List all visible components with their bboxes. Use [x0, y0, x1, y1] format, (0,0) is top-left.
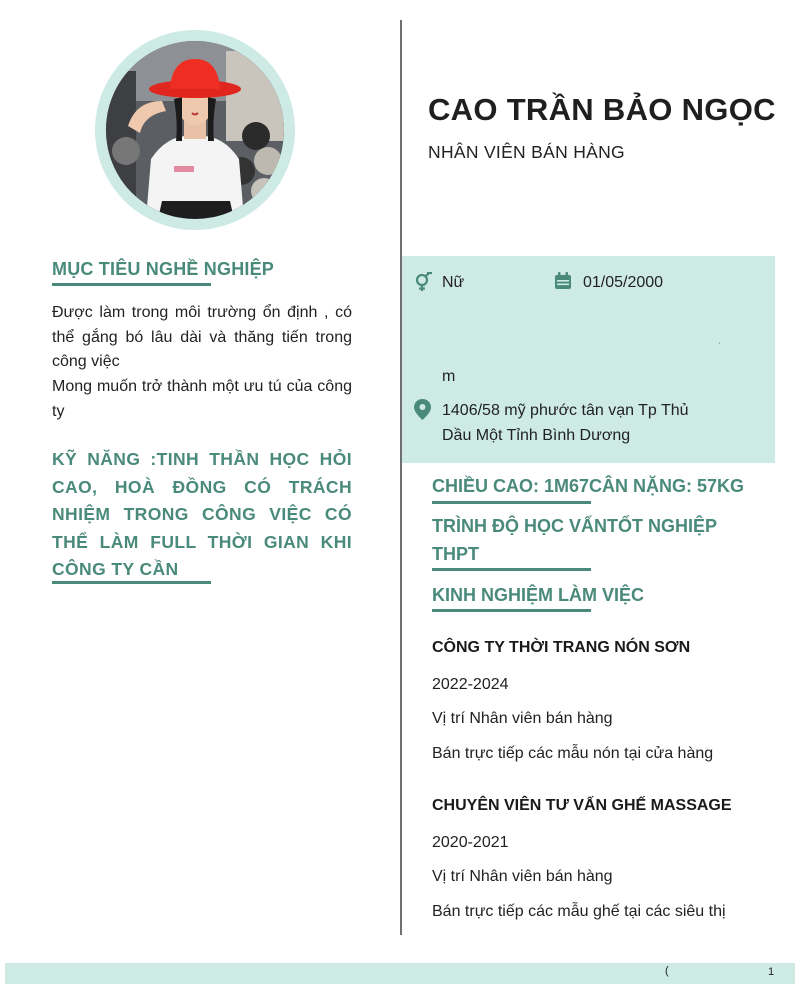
info-line-m: m [442, 368, 456, 385]
height-weight-underline [432, 501, 591, 504]
location-pin-icon [414, 399, 431, 425]
objective-text-2: Mong muốn trở thành một ưu tú của công ty [52, 378, 352, 420]
avatar-frame [95, 30, 295, 230]
objective-text-1: Được làm trong môi trường ổn định , có thể gắng bó lâu dài và thăng tiến trong công việc [52, 304, 352, 370]
experience-underline [432, 609, 591, 612]
column-divider [400, 20, 402, 935]
candidate-name: CAO TRẦN BẢO NGỌC [428, 92, 776, 127]
company-1-position: Vị trí Nhân viên bán hàng [432, 710, 613, 727]
company-1-name: CÔNG TY THỜI TRANG NÓN SƠN [432, 639, 691, 656]
experience-heading: KINH NGHIỆM LÀM VIỆC [432, 585, 645, 605]
footer-mark: ( [665, 965, 669, 977]
company-2-period: 2020-2021 [432, 834, 509, 851]
company-1-description: Bán trực tiếp các mẫu nón tại cửa hàng [432, 745, 714, 762]
company-2-name: CHUYÊN VIÊN TƯ VẤN GHẾ MASSAGE [432, 797, 732, 814]
birthdate-value: 01/05/2000 [583, 274, 664, 291]
stray-mark: ˈ [718, 342, 722, 353]
gender-icon [414, 272, 434, 297]
skills-underline [52, 581, 211, 584]
objective-heading: MỤC TIÊU NGHỀ NGHIỆP [52, 259, 275, 279]
gender-value: Nữ [442, 274, 465, 291]
objective-heading-underline [52, 283, 211, 286]
address-line-1: 1406/58 mỹ phước tân vạn Tp Thủ [442, 402, 689, 419]
address-line-2: Dầu Một Tỉnh Bình Dương [442, 427, 631, 444]
calendar-icon [554, 272, 572, 295]
footer-bar [5, 963, 795, 984]
education-underline [432, 568, 591, 571]
job-title: NHÂN VIÊN BÁN HÀNG [428, 142, 625, 162]
skills-heading: KỸ NĂNG :TINH THẦN HỌC HỎI CAO, HOÀ ĐỒNG CÓ TRÁCH NHIỆM TRONG CÔNG VIỆC CÓ THỂ LÀM FULL THỜI GIAN KHI CÔNG TY CẦN [52, 449, 352, 579]
personal-info-panel [402, 256, 775, 463]
company-2-position: Vị trí Nhân viên bán hàng [432, 868, 613, 885]
company-1-period: 2022-2024 [432, 676, 509, 693]
education-heading: TRÌNH ĐỘ HỌC VẤNTỐT NGHIỆP THPT [432, 516, 717, 564]
avatar-photo [106, 41, 284, 219]
height-weight-heading: CHIỀU CAO: 1M67CÂN NẶNG: 57KG [432, 476, 745, 496]
page-number: 1 [768, 966, 775, 978]
company-2-description: Bán trực tiếp các mẫu ghế tại các siêu thị [432, 903, 726, 920]
